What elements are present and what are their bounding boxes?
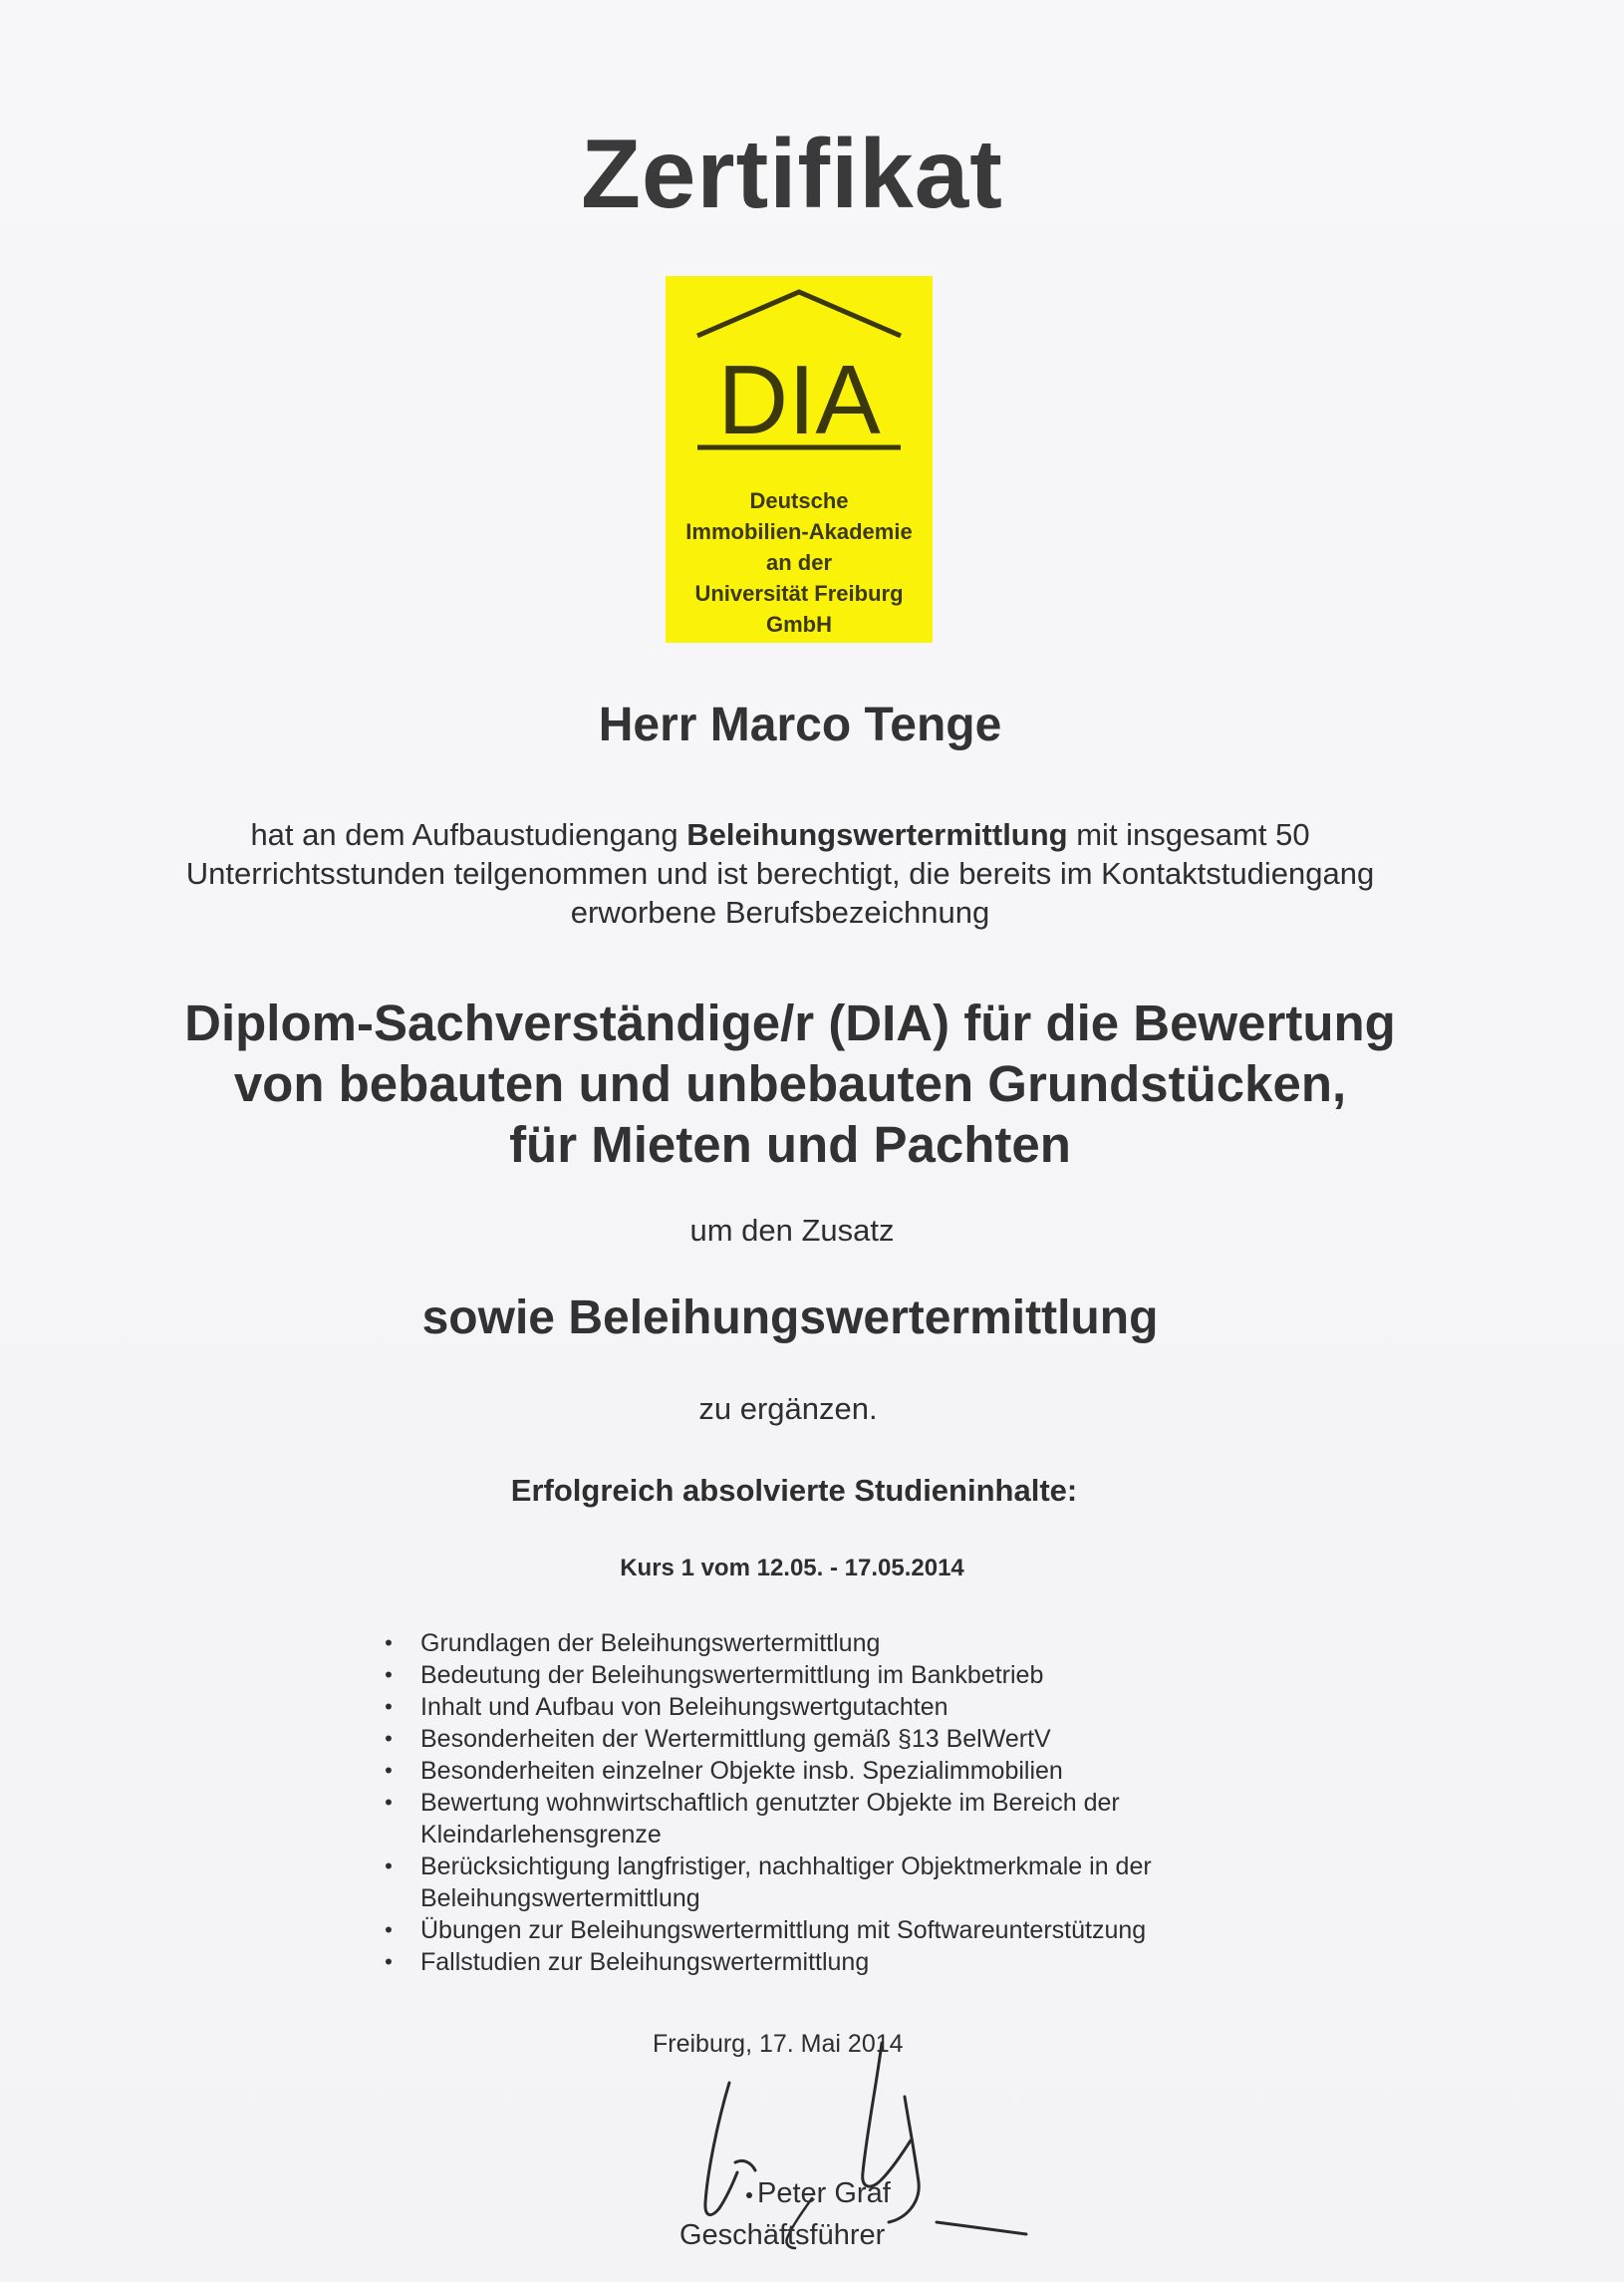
list-item xyxy=(379,1946,1275,1978)
recipient-name: Herr Marco Tenge xyxy=(598,699,1002,751)
degree-line: für Mieten und Pachten xyxy=(509,1116,1071,1173)
list-item xyxy=(379,1691,1275,1723)
zusatz-intro: um den Zusatz xyxy=(689,1213,895,1248)
list-item xyxy=(379,1851,1277,1914)
topic-text: Übungen zur Beleihungswertermittlung mit Softwareunterstützung xyxy=(420,1916,1147,1944)
topic-text: Grundlagen der Beleihungswertermittlung xyxy=(420,1629,881,1657)
list-item xyxy=(379,1787,1218,1851)
intro-text: mit insgesamt 50 xyxy=(1067,817,1310,852)
list-item xyxy=(379,1723,1275,1755)
topic-text: Inhalt und Aufbau von Beleihungswertgutachten xyxy=(420,1693,948,1721)
program-name: Beleihungswertermittlung xyxy=(686,817,1068,852)
topic-text: Besonderheiten der Wertermittlung gemäß §13 BelWertV xyxy=(420,1725,1051,1753)
bullet-icon: • xyxy=(385,1758,393,1783)
intro-line-3: erworbene Berufsbezeichnung xyxy=(570,895,990,930)
signer-name: Peter Graf xyxy=(757,2177,891,2209)
intro-line-2: Unterrichtsstunden teilgenommen und ist berechtigt, die bereits im Kontaktstudiengang xyxy=(185,856,1375,891)
topic-text: Bedeutung der Beleihungswertermittlung im Bankbetrieb xyxy=(420,1661,1044,1689)
degree-line: von bebauten und unbebauten Grundstücken, xyxy=(233,1055,1347,1112)
logo-caption-line: Universität Freiburg xyxy=(694,581,904,606)
list-item xyxy=(379,1627,1275,1659)
bullet-icon: • xyxy=(385,1726,393,1751)
bullet-icon: • xyxy=(385,1662,393,1687)
bullet-icon: • xyxy=(385,1917,393,1942)
logo-caption-line: Immobilien-Akademie xyxy=(685,519,913,544)
erganzen-text: zu ergänzen. xyxy=(698,1391,878,1426)
intro-line-1 xyxy=(0,815,1592,854)
list-item xyxy=(379,1659,1275,1691)
contents-heading: Erfolgreich absolvierte Studieninhalte: xyxy=(510,1473,1078,1508)
bullet-icon: • xyxy=(385,1949,393,1974)
logo-caption-line: Deutsche xyxy=(749,488,849,513)
degree-line: Diplom-Sachverständige/r (DIA) für die Bewertung xyxy=(184,995,1396,1051)
logo-caption xyxy=(666,485,933,640)
intro-paragraph xyxy=(0,815,1592,932)
dia-logo xyxy=(666,276,933,643)
topic-text: Bewertung wohnwirtschaftlich genutzter Objekte im Bereich der Kleindarlehensgrenze xyxy=(420,1789,1120,1849)
bullet-icon: • xyxy=(385,1854,393,1878)
logo-caption-line: an der xyxy=(765,550,833,575)
topic-text: Berücksichtigung langfristiger, nachhaltiger Objektmerkmale in der Beleihungswertermittlung xyxy=(420,1853,1152,1912)
certificate-title: Zertifikat xyxy=(581,119,1003,228)
logo-caption-line: GmbH xyxy=(766,612,832,637)
list-item xyxy=(379,1914,1275,1946)
course-dates: Kurs 1 vom 12.05. - 17.05.2014 xyxy=(620,1555,964,1581)
bullet-icon: • xyxy=(385,1790,393,1815)
bullet-icon: • xyxy=(385,1630,393,1655)
bullet-icon: • xyxy=(385,1694,393,1719)
logo-mark-text: DIA xyxy=(717,345,881,454)
signer-role: Geschäftsführer xyxy=(679,2219,886,2251)
list-item xyxy=(379,1755,1275,1787)
degree-title xyxy=(0,993,1602,1175)
topic-text: Fallstudien zur Beleihungswertermittlung xyxy=(420,1948,870,1976)
topic-text: Besonderheiten einzelner Objekte insb. Spezialimmobilien xyxy=(420,1757,1063,1785)
place-date: Freiburg, 17. Mai 2014 xyxy=(653,2030,904,2058)
intro-text: hat an dem Aufbaustudiengang xyxy=(250,817,687,852)
topics-list xyxy=(379,1627,1275,1978)
addition-title: sowie Beleihungswertermittlung xyxy=(421,1291,1159,1344)
